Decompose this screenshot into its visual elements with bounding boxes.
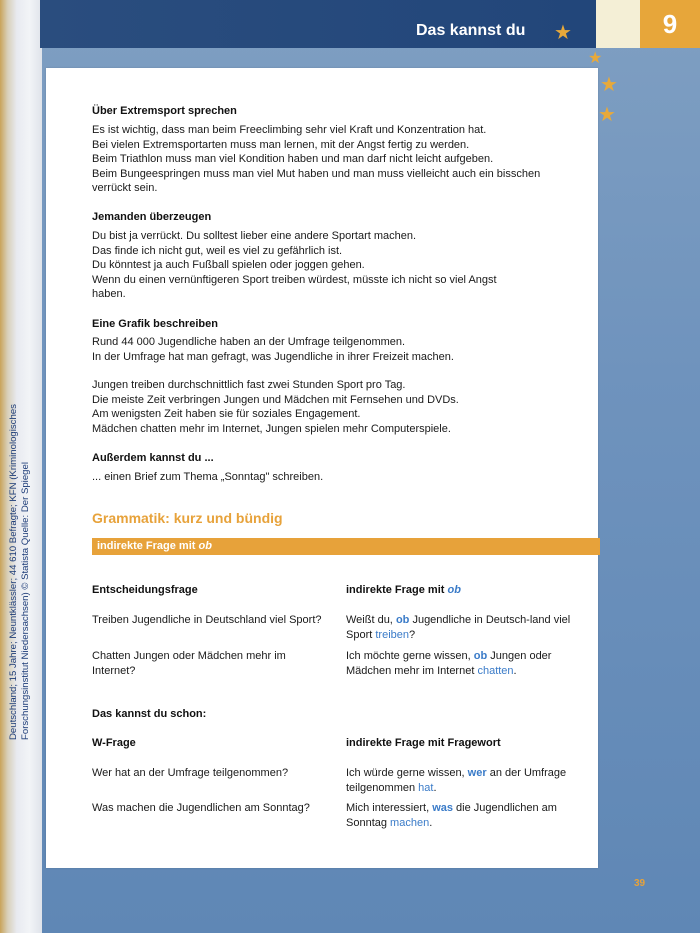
table-cell: Mich interessiert, was die Jugendlichen am Sonntag machen. [346,802,557,829]
column-header: Entscheidungsfrage [92,584,198,596]
section-heading: Eine Grafik beschreiben [92,318,218,330]
header-bar [40,0,596,48]
section-heading: Über Extremsport sprechen [92,105,237,117]
chapter-number: 9 [640,0,700,48]
known-heading: Das kannst du schon: [92,708,207,720]
table-cell: Weißt du, ob Jugendliche in Deutsch-land viel Sport treiben? [346,614,571,641]
table-cell: Ich würde gerne wissen, wer an der Umfrage teilgenommen hat. [346,767,567,794]
column-header: W-Frage [92,737,136,749]
page-number: 39 [634,878,646,889]
section-heading: Außerdem kannst du ... [92,452,214,464]
column-header: indirekte Frage mit Fragewort [346,737,501,749]
star-icon: ★ [600,74,618,96]
text-block: Jungen treiben durchschnittlich fast zwei Stunden Sport pro Tag. Die meiste Zeit verbringen Jungen und Mädchen mit Fernsehen und DVDs. Am wenigsten Zeit haben sie für soziales Engagement. Mädchen chatten mehr im Internet, Jungen spielen mehr Computerspiele. [92,379,459,435]
grammar-title: Grammatik: kurz und bündig [92,510,283,526]
text-block: ... einen Brief zum Thema „Sonntag" schreiben. [92,471,324,483]
text-block: Rund 44 000 Jugendliche haben an der Umfrage teilgenommen. In der Umfrage hat man gefragt, was Jugendliche in ihrer Freizeit machen. [92,336,454,363]
table-cell: Treiben Jugendliche in Deutschland viel Sport? [92,614,322,626]
table-cell: Ich möchte gerne wissen, ob Jungen oder Mädchen mehr im Internet chatten. [346,650,552,677]
text-block: Du bist ja verrückt. Du solltest lieber eine andere Sportart machen. Das finde ich nicht gut, weil es viel zu gefährlich ist. Du könntest ja auch Fußball spielen oder joggen gehen. Wenn du einen vernünftigeren Sport treiben würdest, müsste ich nicht so viel Angst haben. [92,230,497,301]
table-cell: Chatten Jungen oder Mädchen mehr im Internet? [92,650,286,677]
text-block: Es ist wichtig, dass man beim Freeclimbing sehr viel Kraft und Konzentration hat. Bei vielen Extremsportarten muss man lernen, mit der Angst fertig zu werden. Beim Triathlon muss man viel Kondition haben und man darf nicht leicht aufgeben. Beim Bungeespringen muss man viel Mut haben und man muss vielleicht auch ein bisschen verrückt sein. [92,124,541,195]
table-cell: Wer hat an der Umfrage teilgenommen? [92,767,289,779]
star-icon: ★ [554,22,572,44]
column-header: indirekte Frage mit ob [346,584,461,596]
star-icon: ★ [588,50,603,67]
content-panel [46,68,598,868]
star-icon: ★ [598,104,616,126]
grammar-bar: indirekte Frage mit ob [92,538,600,555]
book-spine [0,0,42,933]
table-cell: Was machen die Jugendlichen am Sonntag? [92,802,310,814]
page-title: Das kannst du [416,22,526,39]
section-heading: Jemanden überzeugen [92,211,212,223]
side-source-caption: Deutschland; 15 Jahre; Neuntklässler; 44 610 Befragte; KFN (Kriminologisches Forschungsinstitut Niedersachsen) © Statista Quelle: Der Spiegel [8,404,31,740]
